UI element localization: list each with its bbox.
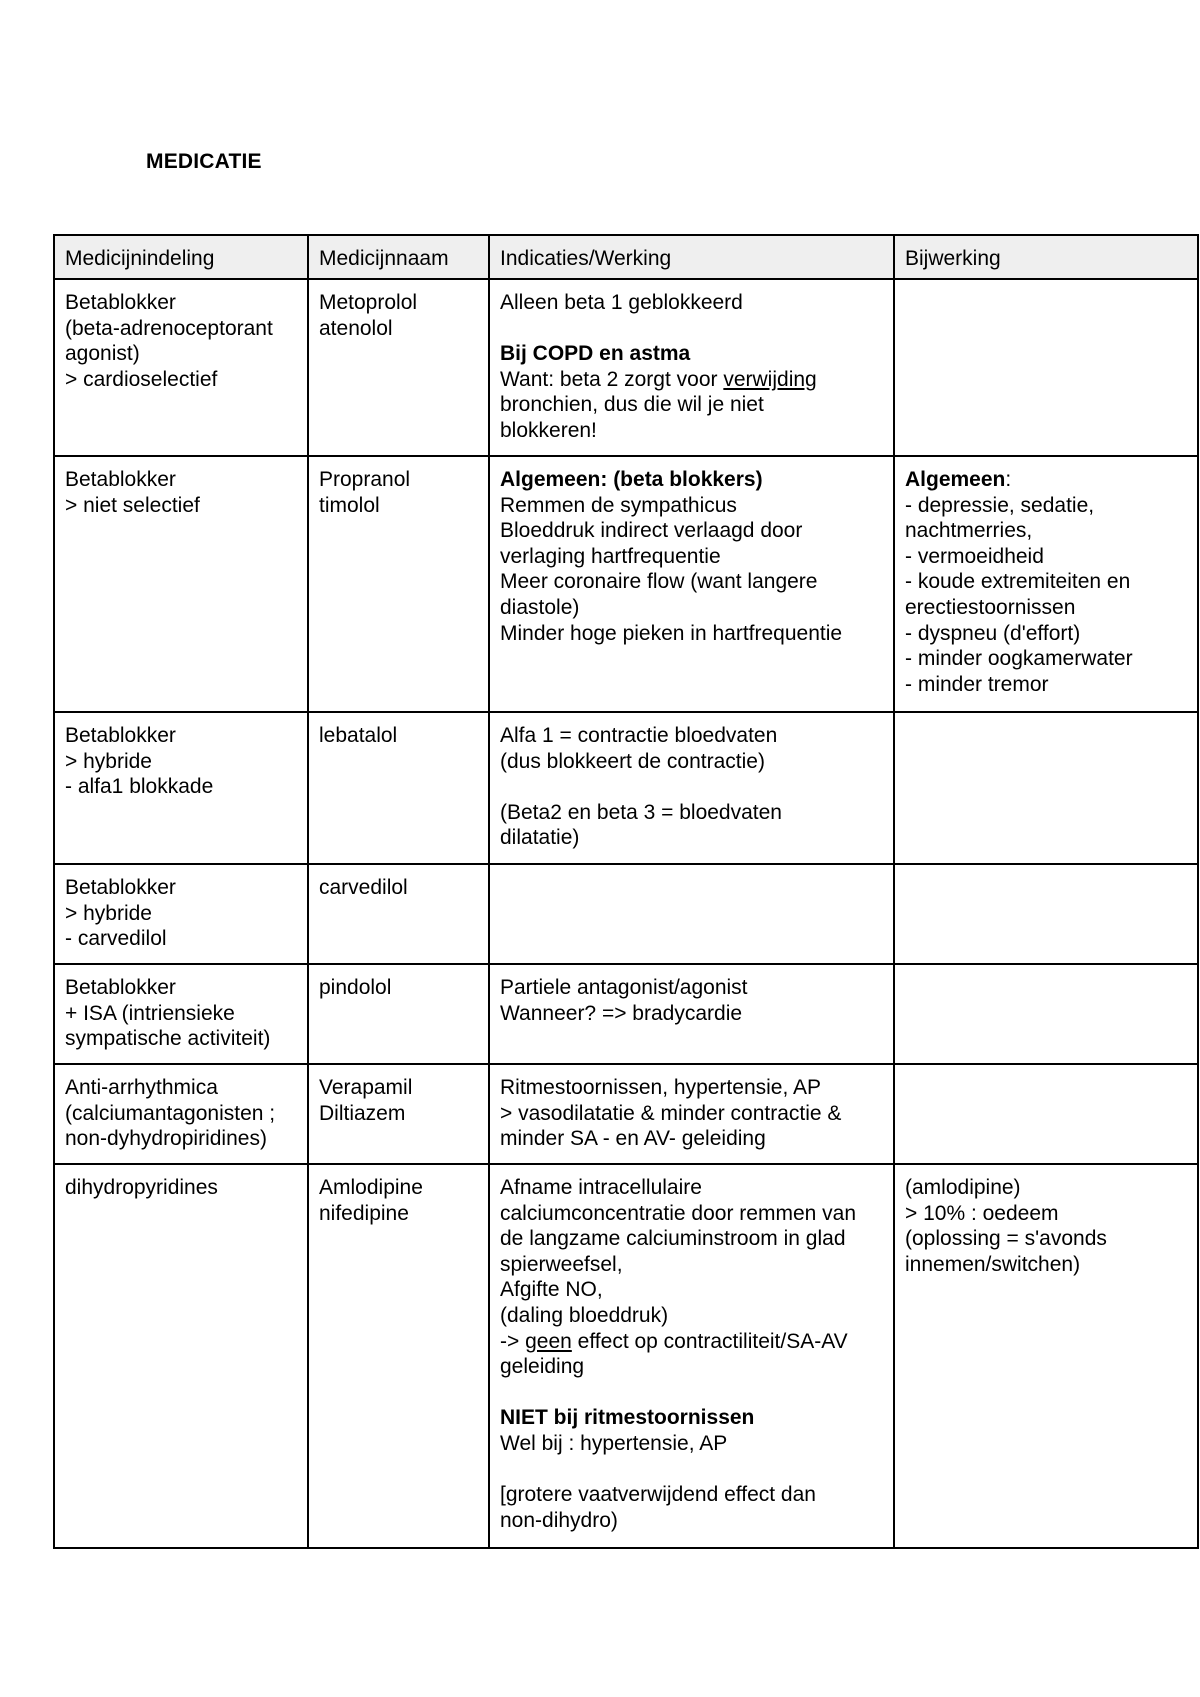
cell-line: blokkeren! xyxy=(500,418,597,442)
cell-line: nachtmerries, xyxy=(905,519,1033,543)
cell-indicaties-werking xyxy=(489,712,894,864)
cell-medicijnnaam xyxy=(308,1064,489,1164)
cell-medicijnindeling xyxy=(54,456,308,712)
cell-line: - koude extremiteiten en xyxy=(905,570,1131,594)
cell-line: (beta-adrenoceptorant xyxy=(65,316,273,340)
cell-indicaties-werking xyxy=(489,964,894,1064)
cell-line: Remmen de sympathicus xyxy=(500,493,737,517)
cell-line: dihydropyridines xyxy=(65,1176,218,1199)
cell-line: Metoprolol xyxy=(319,291,418,314)
cell-line: non-dihydro) xyxy=(500,1508,618,1532)
cell-line: (amlodipine) xyxy=(905,1176,1021,1199)
cell-line: (calciumantagonisten ; xyxy=(65,1101,276,1125)
cell-line: Betablokker xyxy=(65,724,176,747)
cell-line: Afgifte NO, xyxy=(500,1278,603,1302)
cell-line: spierweefsel, xyxy=(500,1252,623,1276)
cell-line: pindolol xyxy=(319,976,392,999)
cell-line: Betablokker xyxy=(65,876,176,899)
cell-medicijnindeling xyxy=(54,1164,308,1548)
cell-medicijnnaam xyxy=(308,712,489,864)
cell-line: > vasodilatatie & minder contractie & xyxy=(500,1101,842,1125)
cell-line: (dus blokkeert de contractie) xyxy=(500,749,765,773)
cell-bijwerking xyxy=(894,456,1198,712)
cell-line: Alleen beta 1 geblokkeerd xyxy=(500,291,743,314)
cell-line: Wel bij : hypertensie, AP xyxy=(500,1431,728,1455)
cell-line: Wanneer? => bradycardie xyxy=(500,1001,743,1025)
cell-line: dilatatie) xyxy=(500,826,580,850)
cell-line: Ritmestoornissen, hypertensie, AP xyxy=(500,1076,821,1099)
cell-line: Betablokker xyxy=(65,976,176,999)
cell-line: Amlodipine xyxy=(319,1176,423,1199)
cell-line: diastole) xyxy=(500,595,580,619)
cell-medicijnindeling xyxy=(54,1064,308,1164)
header-indicaties-werking: Indicaties/Werking xyxy=(489,235,894,279)
table-row xyxy=(54,964,1198,1064)
cell-line: nifedipine xyxy=(319,1201,409,1225)
cell-line: - minder tremor xyxy=(905,672,1049,696)
cell-line: Afname intracellulaire xyxy=(500,1176,702,1199)
cell-line: agonist) xyxy=(65,342,140,366)
cell-line: sympatische activiteit) xyxy=(65,1027,271,1051)
cell-line-bold: Bij COPD en astma xyxy=(500,342,691,366)
cell-medicijnnaam xyxy=(308,864,489,964)
cell-line-empty xyxy=(500,774,885,800)
cell-bijwerking xyxy=(894,864,1198,964)
cell-line: (Beta2 en beta 3 = bloedvaten xyxy=(500,800,782,824)
header-medicijnindeling: Medicijnindeling xyxy=(54,235,308,279)
table-row xyxy=(54,864,1198,964)
table-header-row xyxy=(54,235,1198,279)
cell-line: + ISA (intriensieke xyxy=(65,1001,235,1025)
cell-line: > cardioselectief xyxy=(65,367,218,391)
cell-line: Anti-arrhythmica xyxy=(65,1076,218,1099)
header-medicijnnaam: Medicijnnaam xyxy=(308,235,489,279)
cell-line: atenolol xyxy=(319,316,393,340)
cell-line: > hybride xyxy=(65,901,152,925)
cell-indicaties-werking xyxy=(489,279,894,456)
cell-line: Bloeddruk indirect verlaagd door xyxy=(500,519,803,543)
cell-line: - alfa1 blokkade xyxy=(65,775,214,799)
underlined-text: verwijding xyxy=(723,367,817,391)
cell-line: (oplossing = s'avonds xyxy=(905,1227,1107,1251)
cell-line: - carvedilol xyxy=(65,927,167,951)
cell-medicijnindeling xyxy=(54,279,308,456)
cell-line-empty xyxy=(500,1380,885,1406)
table-row xyxy=(54,712,1198,864)
cell-line: Verapamil xyxy=(319,1076,413,1099)
cell-line: - dyspneu (d'effort) xyxy=(905,621,1081,645)
cell-indicaties-werking xyxy=(489,864,894,964)
cell-line-bold: Algemeen: (beta blokkers) xyxy=(500,468,763,491)
cell-line: Diltiazem xyxy=(319,1101,406,1125)
cell-line: Betablokker xyxy=(65,468,176,491)
cell-line: geleiding xyxy=(500,1355,585,1379)
cell-line: non-dyhydropiridines) xyxy=(65,1127,267,1151)
cell-bijwerking xyxy=(894,1064,1198,1164)
cell-line: verlaging hartfrequentie xyxy=(500,544,721,568)
cell-indicaties-werking xyxy=(489,1064,894,1164)
cell-line: > niet selectief xyxy=(65,493,200,517)
cell-line: bronchien, dus die wil je niet xyxy=(500,393,764,417)
cell-line: Partiele antagonist/agonist xyxy=(500,976,748,999)
cell-bijwerking xyxy=(894,279,1198,456)
text-segment: : xyxy=(1005,468,1012,491)
cell-line-bold: NIET bij ritmestoornissen xyxy=(500,1406,755,1430)
table-row xyxy=(54,1064,1198,1164)
table-row xyxy=(54,1164,1198,1548)
bold-text: Algemeen xyxy=(905,468,1006,491)
cell-line: - vermoeidheid xyxy=(905,544,1044,568)
cell-line-empty xyxy=(500,1457,885,1483)
cell-line: de langzame calciuminstroom in glad xyxy=(500,1227,846,1251)
cell-line: Alfa 1 = contractie bloedvaten xyxy=(500,724,778,747)
cell-medicijnindeling xyxy=(54,864,308,964)
cell-line: - minder oogkamerwater xyxy=(905,647,1133,671)
header-bijwerking: Bijwerking xyxy=(894,235,1198,279)
cell-line: lebatalol xyxy=(319,724,398,747)
cell-medicijnnaam xyxy=(308,1164,489,1548)
table-row xyxy=(54,456,1198,712)
cell-line xyxy=(500,1329,885,1355)
cell-line: carvedilol xyxy=(319,876,408,899)
cell-line-empty xyxy=(500,316,885,342)
text-segment: Want: beta 2 zorgt voor xyxy=(500,367,718,391)
cell-line: (daling bloeddruk) xyxy=(500,1303,669,1327)
cell-bijwerking xyxy=(894,712,1198,864)
cell-line: innemen/switchen) xyxy=(905,1252,1081,1276)
cell-medicijnindeling xyxy=(54,964,308,1064)
cell-medicijnnaam xyxy=(308,964,489,1064)
text-segment: -> xyxy=(500,1329,520,1353)
text-segment: effect op contractiliteit/SA-AV xyxy=(577,1329,848,1353)
cell-line: Propranol xyxy=(319,468,411,491)
cell-line: Betablokker xyxy=(65,291,176,314)
cell-medicijnnaam xyxy=(308,456,489,712)
cell-line xyxy=(500,367,885,393)
cell-line xyxy=(905,467,1189,493)
cell-line: - depressie, sedatie, xyxy=(905,493,1095,517)
cell-line: [grotere vaatverwijdend effect dan xyxy=(500,1483,816,1507)
cell-indicaties-werking xyxy=(489,1164,894,1548)
cell-line: > hybride xyxy=(65,749,152,773)
cell-medicijnindeling xyxy=(54,712,308,864)
cell-line: Meer coronaire flow (want langere xyxy=(500,570,818,594)
table-row xyxy=(54,279,1198,456)
cell-line: timolol xyxy=(319,493,380,517)
cell-line: > 10% : oedeem xyxy=(905,1201,1059,1225)
cell-medicijnnaam xyxy=(308,279,489,456)
cell-line: minder SA - en AV- geleiding xyxy=(500,1127,766,1151)
cell-bijwerking xyxy=(894,1164,1198,1548)
underlined-text: geen xyxy=(525,1329,572,1353)
cell-indicaties-werking xyxy=(489,456,894,712)
cell-line: erectiestoornissen xyxy=(905,595,1076,619)
medication-table xyxy=(53,234,1199,1549)
cell-line: Minder hoge pieken in hartfrequentie xyxy=(500,621,843,645)
cell-bijwerking xyxy=(894,964,1198,1064)
document-title: MEDICATIE xyxy=(146,150,262,173)
cell-line: calciumconcentratie door remmen van xyxy=(500,1201,856,1225)
